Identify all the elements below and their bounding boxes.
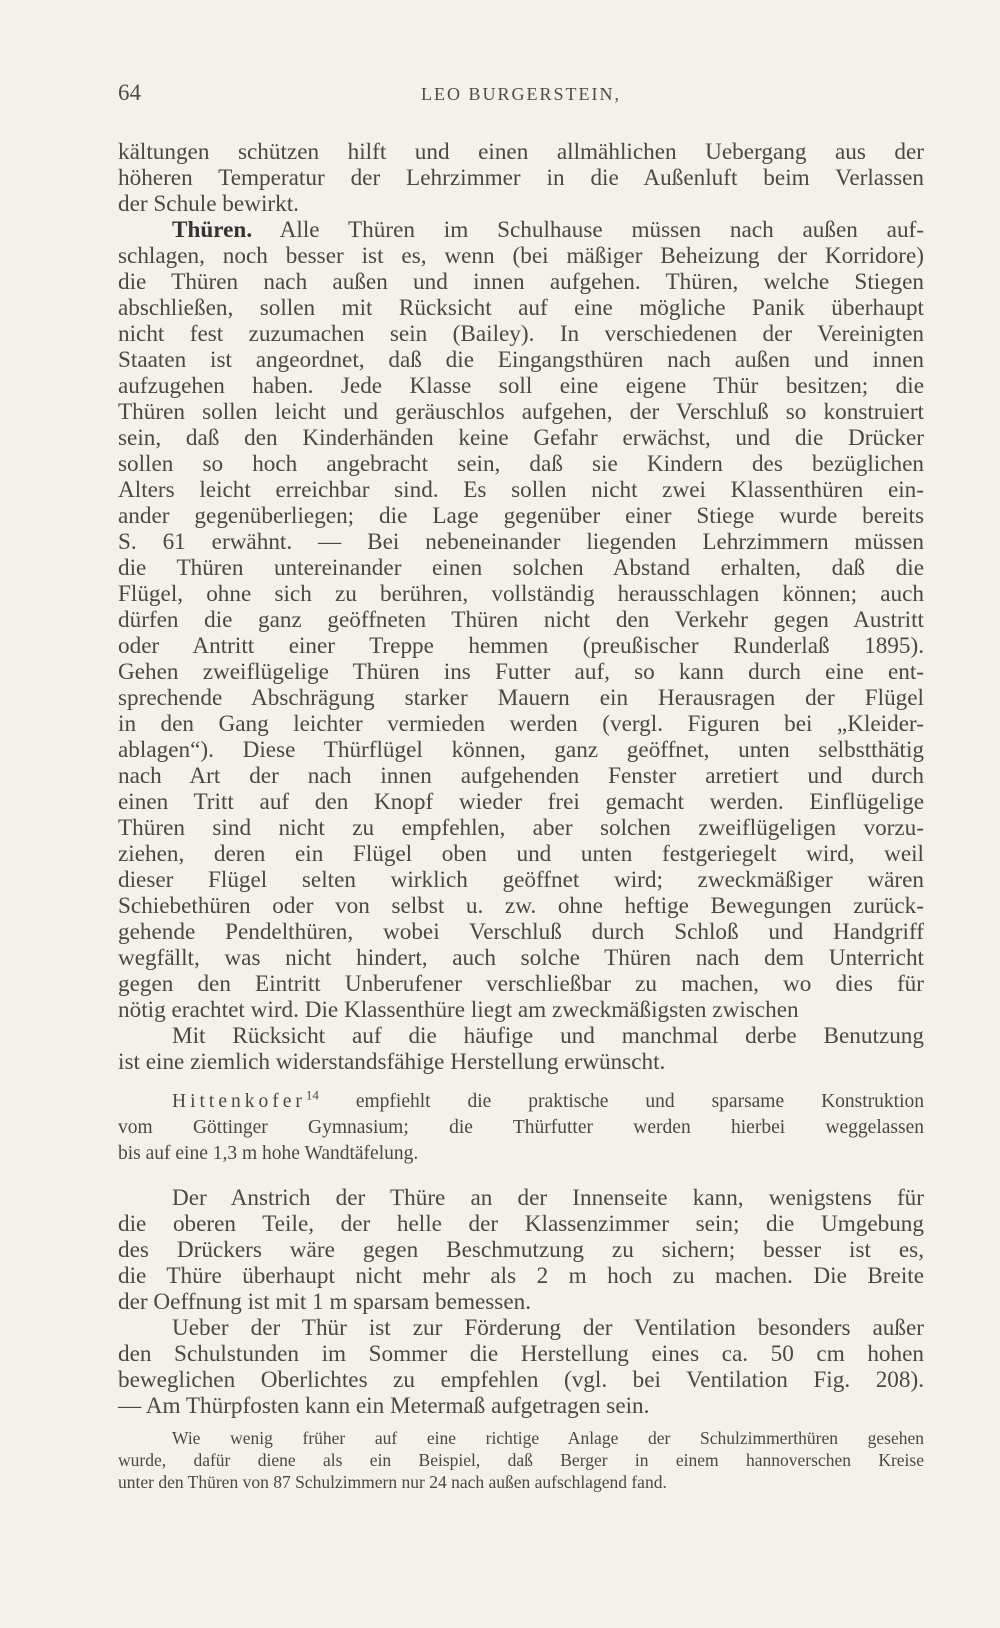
text-line: nicht fest zuzumachen sein (Bailey). In verschiedenen der Vereinigten bbox=[118, 321, 924, 347]
section-heading: Thüren. bbox=[172, 217, 253, 243]
text-line: der Schule bewirkt. bbox=[118, 191, 299, 217]
text-line: Mit Rücksicht auf die häufige und manchmal derbe Benutzung bbox=[172, 1023, 924, 1049]
text-line: dieser Flügel selten wirklich geöffnet wird; zweckmäßiger wären bbox=[118, 867, 924, 893]
text-line: nach Art der nach innen aufgehenden Fenster arretiert und durch bbox=[118, 763, 924, 789]
paragraph-ventilation bbox=[118, 1315, 924, 1419]
text-line: in den Gang leichter vermieden werden (vergl. Figuren bei „Kleider- bbox=[118, 711, 924, 737]
text-line: einen Tritt auf den Knopf wieder frei gemacht werden. Einflügelige bbox=[118, 789, 924, 815]
text-line: dürfen die ganz geöffneten Thüren nicht den Verkehr gegen Austritt bbox=[118, 607, 924, 633]
text-line: unter den Thüren von 87 Schulzimmern nur 24 nach außen aufschlagend fand. bbox=[118, 1472, 667, 1492]
paragraph-doors bbox=[118, 217, 924, 1023]
text-line: ander gegenüberliegen; die Lage gegenüber einer Stiege wurde bereits bbox=[118, 503, 924, 529]
text-line: Flügel, ohne sich zu berühren, vollständig herausschlagen können; auch bbox=[118, 581, 924, 607]
text-line: gehende Pendelthüren, wobei Verschluß durch Schloß und Handgriff bbox=[118, 919, 924, 945]
text-line: ziehen, deren ein Flügel oben und unten festgeriegelt wird, weil bbox=[118, 841, 924, 867]
paragraph-usage bbox=[118, 1023, 924, 1075]
text-line: vom Göttinger Gymnasium; die Thürfutter werden hierbei weggelassen bbox=[118, 1117, 924, 1138]
page-body bbox=[118, 139, 924, 1493]
text-line: ist eine ziemlich widerstandsfähige Herstellung erwünscht. bbox=[118, 1049, 666, 1075]
text-line: nötig erachtet wird. Die Klassenthüre liegt am zweckmäßigsten zwischen bbox=[118, 997, 799, 1023]
text-line: bis auf eine 1,3 m hohe Wandtäfelung. bbox=[118, 1143, 419, 1164]
text-line: Gehen zweiflügelige Thüren ins Futter auf, so kann durch eine ent- bbox=[118, 659, 924, 685]
text-line: wurde, dafür diene als ein Beispiel, daß Berger in einem hannoverschen Kreise bbox=[118, 1450, 924, 1470]
paragraph-paint bbox=[118, 1185, 924, 1315]
text-line: Der Anstrich der Thüre an der Innenseite kann, wenigstens für bbox=[172, 1185, 924, 1211]
text-line: die oberen Teile, der helle der Klassenzimmer sein; die Umgebung bbox=[118, 1211, 924, 1237]
text-line: sprechende Abschrägung starker Mauern ein Herausragen der Flügel bbox=[118, 685, 924, 711]
text-line: S. 61 erwähnt. — Bei nebeneinander liegenden Lehrzimmern müssen bbox=[118, 529, 924, 555]
text-line: der Oeffnung ist mit 1 m sparsam bemessen. bbox=[118, 1289, 532, 1315]
page-header bbox=[118, 80, 924, 112]
footnote bbox=[118, 1427, 924, 1493]
text-line: Staaten ist angeordnet, daß die Eingangsthüren nach außen und innen bbox=[118, 347, 924, 373]
text-line: wegfällt, was nicht hindert, auch solche Thüren nach dem Unterricht bbox=[118, 945, 924, 971]
text-line bbox=[118, 1089, 924, 1115]
text-line: Alters leicht erreichbar sind. Es sollen nicht zwei Klassenthüren ein- bbox=[118, 477, 924, 503]
text-line: Schiebethüren oder von selbst u. zw. ohne heftige Bewegungen zurück- bbox=[118, 893, 924, 919]
page-number: 64 bbox=[118, 80, 141, 105]
author-name: Hittenkofer bbox=[172, 1091, 306, 1112]
running-head: LEO BURGERSTEIN, bbox=[421, 84, 621, 104]
text-line: abschließen, sollen mit Rücksicht auf eine mögliche Panik überhaupt bbox=[118, 295, 924, 321]
text-line: schlagen, noch besser ist es, wenn (bei mäßiger Beheizung der Korridore) bbox=[118, 243, 924, 269]
text-line: sollen so hoch angebracht sein, daß sie Kindern des bezüglichen bbox=[118, 451, 924, 477]
text-line: aufzugehen haben. Jede Klasse soll eine eigene Thür besitzen; die bbox=[118, 373, 924, 399]
text-line: ablagen“). Diese Thürflügel können, ganz geöffnet, unten selbstthätig bbox=[118, 737, 924, 763]
text-line: die Thüren untereinander einen solchen Abstand erhalten, daß die bbox=[118, 555, 924, 581]
text-run: empfiehlt die praktische und sparsame Konstruktion bbox=[355, 1091, 924, 1112]
text-line: den Schulstunden im Sommer die Herstellung eines ca. 50 cm hohen bbox=[118, 1341, 924, 1367]
text-line: Wie wenig früher auf eine richtige Anlage der Schulzimmerthüren gesehen bbox=[172, 1428, 924, 1448]
text-line: die Thüre überhaupt nicht mehr als 2 m hoch zu machen. Die Breite bbox=[118, 1263, 924, 1289]
text-run: Alle Thüren im Schulhause müssen nach außen auf- bbox=[279, 217, 924, 243]
paragraph-intro bbox=[118, 139, 924, 217]
paragraph-small-note bbox=[118, 1089, 924, 1167]
text-line: kältungen schützen hilft und einen allmählichen Uebergang aus der bbox=[118, 139, 924, 165]
text-line: beweglichen Oberlichtes zu empfehlen (vgl. bei Ventilation Fig. 208). bbox=[118, 1367, 924, 1393]
reference-number: 14 bbox=[305, 1087, 319, 1103]
text-line: Thüren sollen leicht und geräuschlos aufgehen, der Verschluß so konstruiert bbox=[118, 399, 924, 425]
text-line: die Thüren nach außen und innen aufgehen. Thüren, welche Stiegen bbox=[118, 269, 924, 295]
text-line: Thüren sind nicht zu empfehlen, aber solchen zweiflügeligen vorzu- bbox=[118, 815, 924, 841]
text-line: des Drückers wäre gegen Beschmutzung zu sichern; besser ist es, bbox=[118, 1237, 924, 1263]
text-line: sein, daß den Kinderhänden keine Gefahr erwächst, und die Drücker bbox=[118, 425, 924, 451]
text-line: höheren Temperatur der Lehrzimmer in die Außenluft beim Verlassen bbox=[118, 165, 924, 191]
text-line bbox=[118, 217, 924, 243]
text-line: Ueber der Thür ist zur Förderung der Ventilation besonders außer bbox=[172, 1315, 924, 1341]
text-line: gegen den Eintritt Unberufener verschließbar zu machen, wo dies für bbox=[118, 971, 924, 997]
text-line: oder Antritt einer Treppe hemmen (preußischer Runderlaß 1895). bbox=[118, 633, 924, 659]
text-line: — Am Thürpfosten kann ein Metermaß aufgetragen sein. bbox=[118, 1393, 650, 1419]
